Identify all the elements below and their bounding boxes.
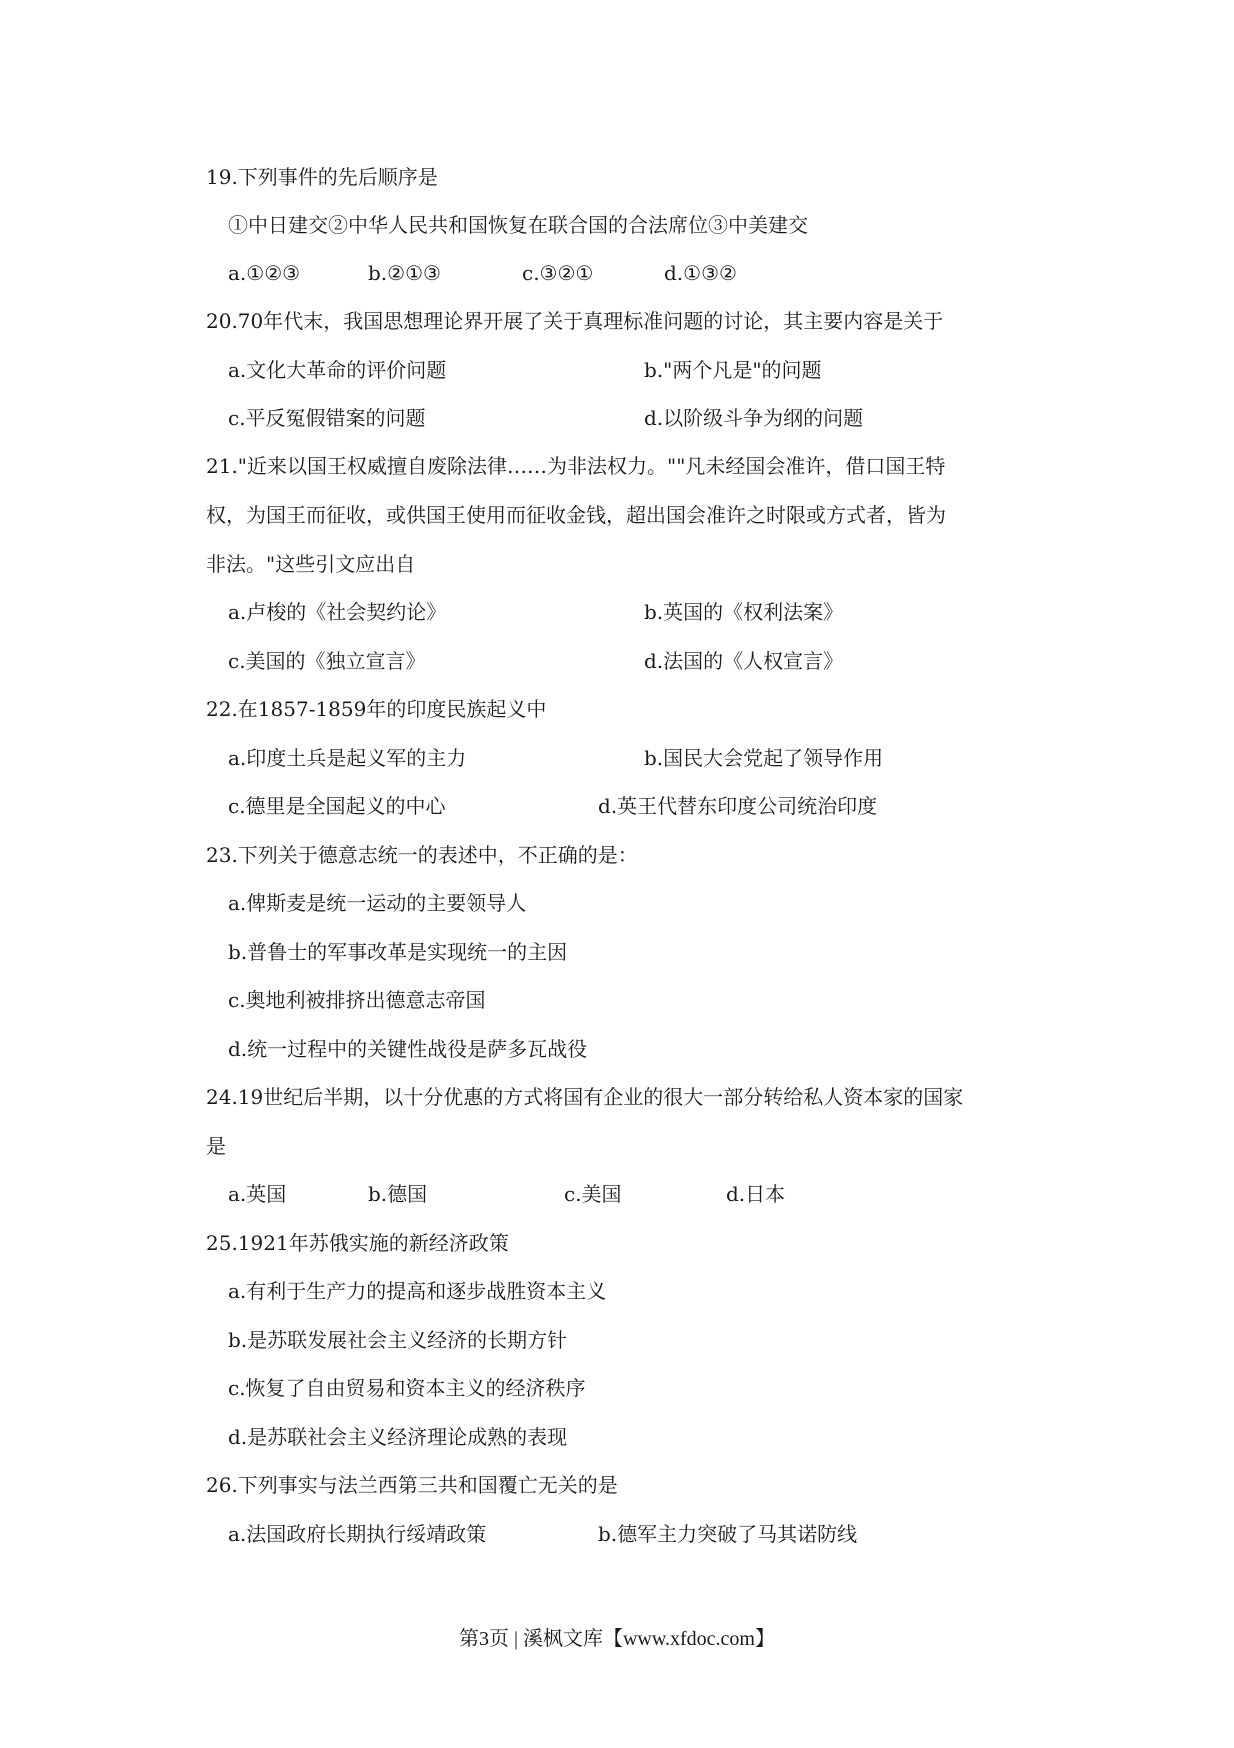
question-24-stem-line-1: 24.19世纪后半期，以十分优惠的方式将国有企业的很大一部分转给私人资本家的国家: [206, 1085, 964, 1109]
question-26-option-b: b.德军主力突破了马其诺防线: [598, 1522, 858, 1546]
question-19-option-b: b.②①③: [368, 261, 441, 285]
question-21-stem-line-2: 权，为国王而征收，或供国王使用而征收金钱，超出国会准许之时限或方式者，皆为: [206, 503, 946, 527]
question-22-option-c: c.德里是全国起义的中心: [228, 794, 446, 818]
question-20-option-a: a.文化大革命的评价问题: [228, 358, 447, 382]
question-21-option-b: b.英国的《权利法案》: [644, 600, 844, 624]
question-20-stem: 20.70年代末，我国思想理论界开展了关于真理标准问题的讨论，其主要内容是关于: [206, 309, 944, 333]
question-25-option-b: b.是苏联发展社会主义经济的长期方针: [228, 1328, 568, 1352]
question-24-option-b: b.德国: [368, 1182, 428, 1206]
question-20-option-c: c.平反冤假错案的问题: [228, 406, 426, 430]
question-19-option-a: a.①②③: [228, 261, 301, 285]
question-19-option-d: d.①③②: [664, 261, 737, 285]
question-25-option-c: c.恢复了自由贸易和资本主义的经济秩序: [228, 1376, 586, 1400]
question-21-option-d: d.法国的《人权宣言》: [644, 649, 844, 673]
question-24-option-a: a.英国: [228, 1182, 287, 1206]
page-footer: 第3页 | 溪枫文库【www.xfdoc.com】: [458, 1628, 775, 1650]
question-25-option-d: d.是苏联社会主义经济理论成熟的表现: [228, 1425, 568, 1449]
question-20-option-b: b."两个凡是"的问题: [644, 358, 822, 382]
question-20-option-d: d.以阶级斗争为纲的问题: [644, 406, 864, 430]
question-21-stem-line-1: 21."近来以国王权威擅自废除法律……为非法权力。""凡未经国会准许，借口国王特: [206, 454, 946, 478]
question-21-option-a: a.卢梭的《社会契约论》: [228, 600, 447, 624]
question-23-option-c: c.奥地利被排挤出德意志帝国: [228, 988, 486, 1012]
question-25-option-a: a.有利于生产力的提高和逐步战胜资本主义: [228, 1279, 607, 1303]
question-23-option-a: a.俾斯麦是统一运动的主要领导人: [228, 891, 527, 915]
question-26-option-a: a.法国政府长期执行绥靖政策: [228, 1522, 487, 1546]
question-22-option-a: a.印度土兵是起义军的主力: [228, 746, 467, 770]
question-26-stem: 26.下列事实与法兰西第三共和国覆亡无关的是: [206, 1473, 618, 1497]
question-22-option-b: b.国民大会党起了领导作用: [644, 746, 884, 770]
question-21-option-c: c.美国的《独立宣言》: [228, 649, 426, 673]
question-21-stem-line-3: 非法。"这些引文应出自: [206, 552, 416, 576]
question-23-stem: 23.下列关于德意志统一的表述中，不正确的是：: [206, 843, 638, 867]
question-24-option-d: d.日本: [726, 1182, 786, 1206]
question-24-option-c: c.美国: [564, 1182, 622, 1206]
question-19-items: ①中日建交②中华人民共和国恢复在联合国的合法席位③中美建交: [228, 213, 808, 237]
question-25-stem: 25.1921年苏俄实施的新经济政策: [206, 1231, 509, 1255]
question-19-option-c: c.③②①: [522, 261, 594, 285]
question-22-option-d: d.英王代替东印度公司统治印度: [598, 794, 878, 818]
question-19-stem: 19.下列事件的先后顺序是: [206, 165, 438, 189]
question-22-stem: 22.在1857-1859年的印度民族起义中: [206, 697, 547, 721]
question-23-option-d: d.统一过程中的关键性战役是萨多瓦战役: [228, 1037, 588, 1061]
question-23-option-b: b.普鲁士的军事改革是实现统一的主因: [228, 940, 568, 964]
question-24-stem-line-2: 是: [206, 1134, 226, 1158]
